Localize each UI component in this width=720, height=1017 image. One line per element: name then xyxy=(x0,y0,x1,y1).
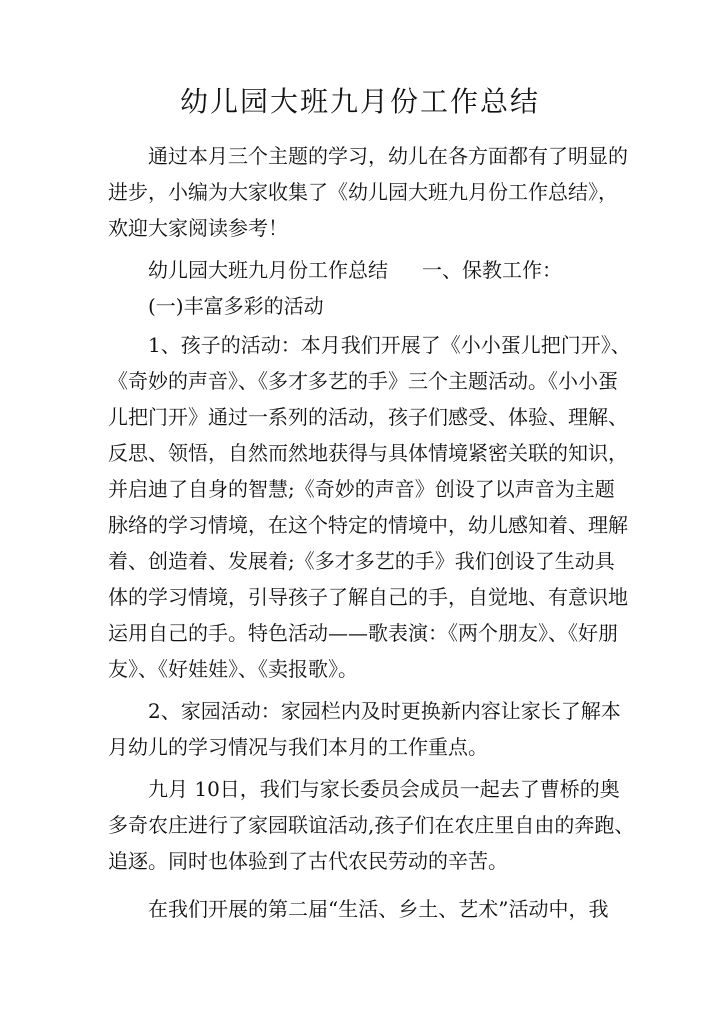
paragraph-line: 体的学习情境，引导孩子了解自己的手，自觉地、有意识地 xyxy=(108,585,628,609)
subsection-heading: (一)丰富多彩的活动 xyxy=(108,294,324,318)
subtitle-line xyxy=(108,252,562,288)
paragraph-line: 脉络的学习情境，在这个特定的情境中，幼儿感知着、理解 xyxy=(108,513,628,537)
paragraph-line: 友》、《好娃娃》、《卖报歌》。 xyxy=(108,657,358,681)
paragraph-line: 反思、领悟，自然而然地获得与具体情境紧密关联的知识， xyxy=(108,441,628,465)
paragraph-line: 2、家园活动：家园栏内及时更换新内容让家长了解本 xyxy=(108,699,621,723)
paragraph-line: 《奇妙的声音》、《多才多艺的手》三个主题活动。《小小蛋 xyxy=(108,369,618,393)
paragraph-line: 欢迎大家阅读参考！ xyxy=(108,216,288,240)
paragraph-line: 运用自己的手。特色活动——歌表演：《两个朋友》、《好朋 xyxy=(108,621,618,645)
paragraph-line: 着、创造着、发展着;《多才多艺的手》我们创设了生动具 xyxy=(108,549,615,573)
paragraph-line: 九月 10日，我们与家长委员会成员一起去了曹桥的奥 xyxy=(108,777,620,801)
section-heading: 一、保教工作： xyxy=(422,258,562,282)
document-title: 幼儿园大班九月份工作总结 xyxy=(179,85,540,118)
paragraph-line: 进步，小编为大家收集了《幼儿园大班九月份工作总结》， xyxy=(108,180,618,204)
paragraph-line: 并启迪了自身的智慧;《奇妙的声音》创设了以声音为主题 xyxy=(108,477,615,501)
paragraph-line: 多奇农庄进行了家园联谊活动,孩子们在农庄里自由的奔跑、 xyxy=(108,813,635,837)
paragraph-line: 追逐。同时也体验到了古代农民劳动的辛苦。 xyxy=(108,849,508,873)
paragraph-line: 通过本月三个主题的学习，幼儿在各方面都有了明显的 xyxy=(108,144,628,168)
paragraph-line: 月幼儿的学习情况与我们本月的工作重点。 xyxy=(108,735,488,759)
paragraph-line: 儿把门开》通过一系列的活动，孩子们感受、体验、理解、 xyxy=(108,405,628,429)
paragraph-line: 1、孩子的活动：本月我们开展了《小小蛋儿把门开》、 xyxy=(108,333,631,357)
paragraph-line: 在我们开展的第二届“生活、乡土、艺术”活动中，我 xyxy=(108,897,609,921)
subtitle-text: 幼儿园大班九月份工作总结 xyxy=(108,258,388,282)
